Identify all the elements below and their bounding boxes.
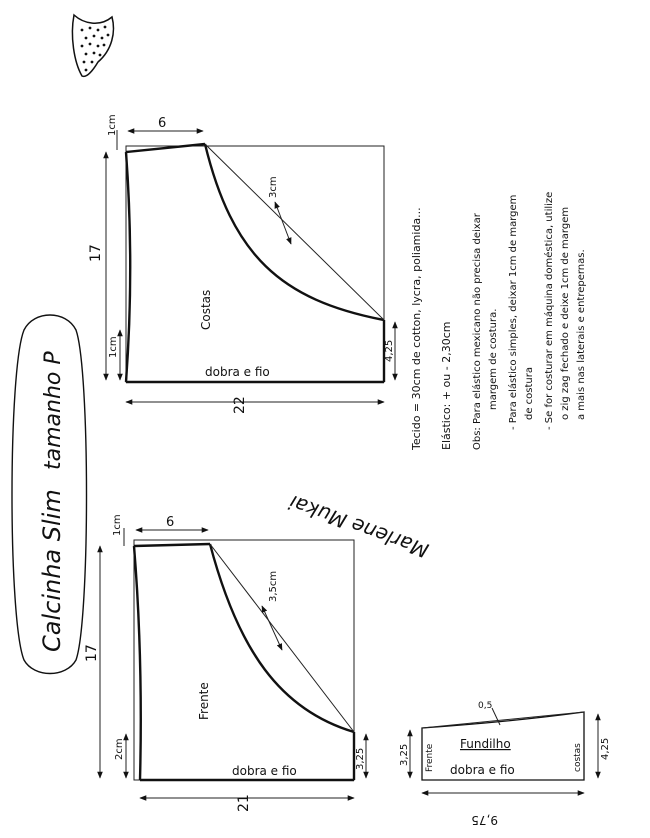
front-height: 17: [84, 644, 100, 662]
front-side-label: 3,25: [355, 747, 366, 770]
gusset-front-label: Frente: [425, 743, 435, 772]
front-piece: [84, 514, 366, 812]
front-waistline: [134, 544, 210, 546]
front-center-label: Frente: [197, 682, 211, 720]
title-line2: tamanho P: [41, 351, 66, 470]
signature: [286, 490, 432, 563]
back-center-edge: [126, 152, 130, 382]
note-obs3c: a mais nas laterais e entrepernas.: [576, 249, 587, 420]
back-piece: [88, 114, 395, 414]
front-depth-marker: [262, 606, 282, 650]
title-block: [12, 315, 87, 674]
gusset-fold-label: dobra e fio: [450, 763, 515, 777]
back-waist-width: 6: [158, 116, 167, 131]
back-leg-guide: [205, 144, 384, 320]
front-bounding-box: [134, 540, 354, 780]
front-curve-depth: 3,5cm: [268, 570, 279, 602]
back-center-label: Costas: [199, 289, 213, 330]
front-leg-rise: 2cm: [114, 738, 125, 760]
back-curve-depth: 3cm: [268, 176, 279, 198]
gusset-curve-depth: 0,5: [478, 701, 493, 711]
gusset-piece: [399, 701, 611, 827]
back-leg-rise: 1cm: [108, 336, 119, 358]
gusset-back-label: costas: [573, 743, 583, 772]
back-side-label: 4,25: [384, 339, 395, 362]
back-fold-label: dobra e fio: [205, 365, 270, 379]
front-waist-width: 6: [166, 515, 175, 530]
back-height: 17: [88, 244, 104, 262]
notes-block: [410, 192, 587, 451]
gusset-guide: [422, 712, 584, 728]
panty-icon: [72, 15, 113, 76]
note-obs2b: de costura: [524, 366, 535, 420]
note-obs3a: - Se for costurar em máquina doméstica, utilize: [544, 191, 555, 430]
front-leg-guide: [210, 544, 354, 732]
signature-text: Marlene Mukai: [286, 490, 432, 563]
back-depth-marker: [275, 202, 291, 244]
gusset-name: Fundilho: [460, 737, 511, 751]
front-center-edge: [134, 546, 141, 780]
note-elastic: Elástico: + ou - 2,30cm: [440, 321, 453, 450]
back-width: 22: [232, 396, 248, 414]
note-obs3b: o zig zag fechado e deixe 1cm de margem: [560, 206, 571, 420]
gusset-width: 9,75: [471, 813, 498, 827]
front-fold-label: dobra e fio: [232, 764, 297, 778]
note-obs1a: Obs: Para elástico mexicano não precisa deixar: [472, 213, 483, 450]
front-width: 21: [236, 794, 252, 812]
back-waist-rise: 1cm: [107, 114, 118, 136]
note-obs2a: - Para elástico simples, deixar 1cm de margem: [508, 194, 519, 430]
title-line1: Calcinha Slim: [38, 489, 66, 652]
back-bounding-box: [126, 146, 384, 382]
note-fabric: Tecido = 30cm de cotton, lycra, poliamida...: [410, 207, 423, 450]
note-obs1b: margem de costura.: [488, 308, 499, 410]
gusset-left-height: 3,25: [399, 743, 410, 766]
back-waistline: [126, 144, 205, 152]
front-waist-rise: 1cm: [112, 514, 123, 536]
gusset-right-height: 4,25: [600, 737, 611, 760]
